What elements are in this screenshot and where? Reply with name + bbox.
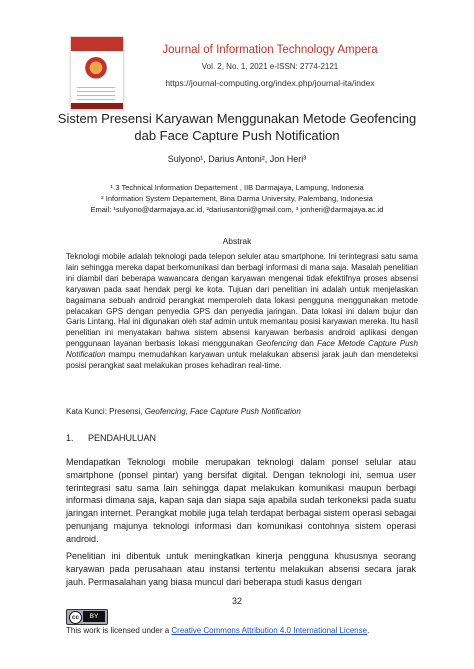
affiliations: [40, 182, 434, 215]
journal-title: Journal of Information Technology Ampera: [162, 44, 378, 56]
section-heading: [66, 433, 156, 443]
license-prefix: This work is licensed under a: [66, 626, 172, 635]
cc-by-badge-icon: cc BY: [66, 609, 108, 625]
keywords-label: Kata Kunci: Presensi,: [66, 407, 145, 416]
section-number: 1.: [66, 433, 74, 443]
body-paragraph-2: Penelitian ini dibentuk untuk meningkatkan kinerja pengguna khususnya seorang karyawan pada perusahaan atau instansi tertentu melakukan absensi secara jarak jauh. Permasalahan yang biasa muncul dari beberapa studi kasus dengan: [66, 551, 416, 587]
keywords-italic: Geofencing, Face Capture Push Notification: [144, 407, 301, 416]
paper-title: [40, 110, 434, 144]
journal-cover-thumbnail: [70, 36, 124, 110]
license-line: [66, 626, 369, 635]
journal-url: https://journal-computing.org/index.php/journal-ita/index: [165, 78, 375, 88]
license-suffix: .: [367, 626, 370, 635]
section-title: PENDAHULUAN: [88, 433, 157, 443]
body-paragraph-1: Mendapatkan Teknologi mobile merupakan teknologi dalam ponsel selular atau smartphone (ponsel pintar) yang bersifat digital. Dengan teknologi ini, semua user terintegrasi satu sama lain sehingga dapat melakukan komunikasi maupun berbagi informasi dimana saja, kapan saja dan siapa saja apabila sudah terkoneksi pada suatu jaringan internet. Perangkat mobile juga telah terdapat berbagai sistem operasi sebagai penunjang majunya teknologi informasi dan komunikasi contohnya sistem operasi android.: [66, 457, 416, 544]
affiliation-emails: Email: ¹sulyono@darmajaya.ac.id, ²dariusantoni@gmail.com, ³ jonheri@darmajaya.ac.id: [90, 205, 384, 214]
page-number: 32: [231, 596, 242, 606]
affiliation-2: ² Information System Departement, Bina Darma University, Palembang, Indonesia: [101, 194, 373, 203]
journal-volume-issn: Vol. 2, No. 1, 2021 e-ISSN: 2774-2121: [201, 62, 339, 71]
license-link[interactable]: Creative Commons Attribution 4.0 International License: [171, 626, 368, 635]
paper-authors: Sulyono¹, Darius Antoni², Jon Heri³: [167, 154, 307, 164]
paper-title-line1: Sistem Presensi Karyawan Menggunakan Metode Geofencing: [57, 111, 417, 126]
keywords: [66, 407, 426, 416]
affiliation-1: ¹˒3 Technical Information Departement , IIB Darmajaya, Lampung, Indonesia: [110, 183, 364, 192]
abstract-heading: Abstrak: [222, 236, 252, 246]
abstract-text: Teknologi mobile adalah teknologi pada telepon seluler atau smartphone. Ini terintegrasi satu sama lain sehingga mereka dapat berkomunikasi dan berbagi informasi di mana saja. Masalah penelitian ini diambil dari beberapa wawancara dengan karyawan mengenai tidak efektifnya proses absensi karyawan pada saat hendak pergi ke kota. Tujuan dari penelitian ini adalah untuk menjelaskan bagaimana sebuah android perangkat memperoleh data lokasi pengguna menggunakan metode pelacakan GPS dengan penyedia GPS dan penyedia jaringan. Data lokasi ini dalam bujur dan Garis Lintang. Hal ini digunakan oleh staf admin untuk memantau posisi karyawan mereka. Itu hasil penelitian ini menyatakan bahwa sistem absensi karyawan berbasis android aplikasi dengan penggunaan layanan berbasis lokasi menggunakan Geofencing dan Face Metode Capture Push Notification mampu memudahkan karyawan untuk melakukan absensi jarak jauh dan mendeteksi posisi perangkat saat melakukan proses kehadiran real-time.: [66, 252, 419, 371]
paper-title-line2: dab Face Capture Push Notification: [134, 128, 340, 143]
